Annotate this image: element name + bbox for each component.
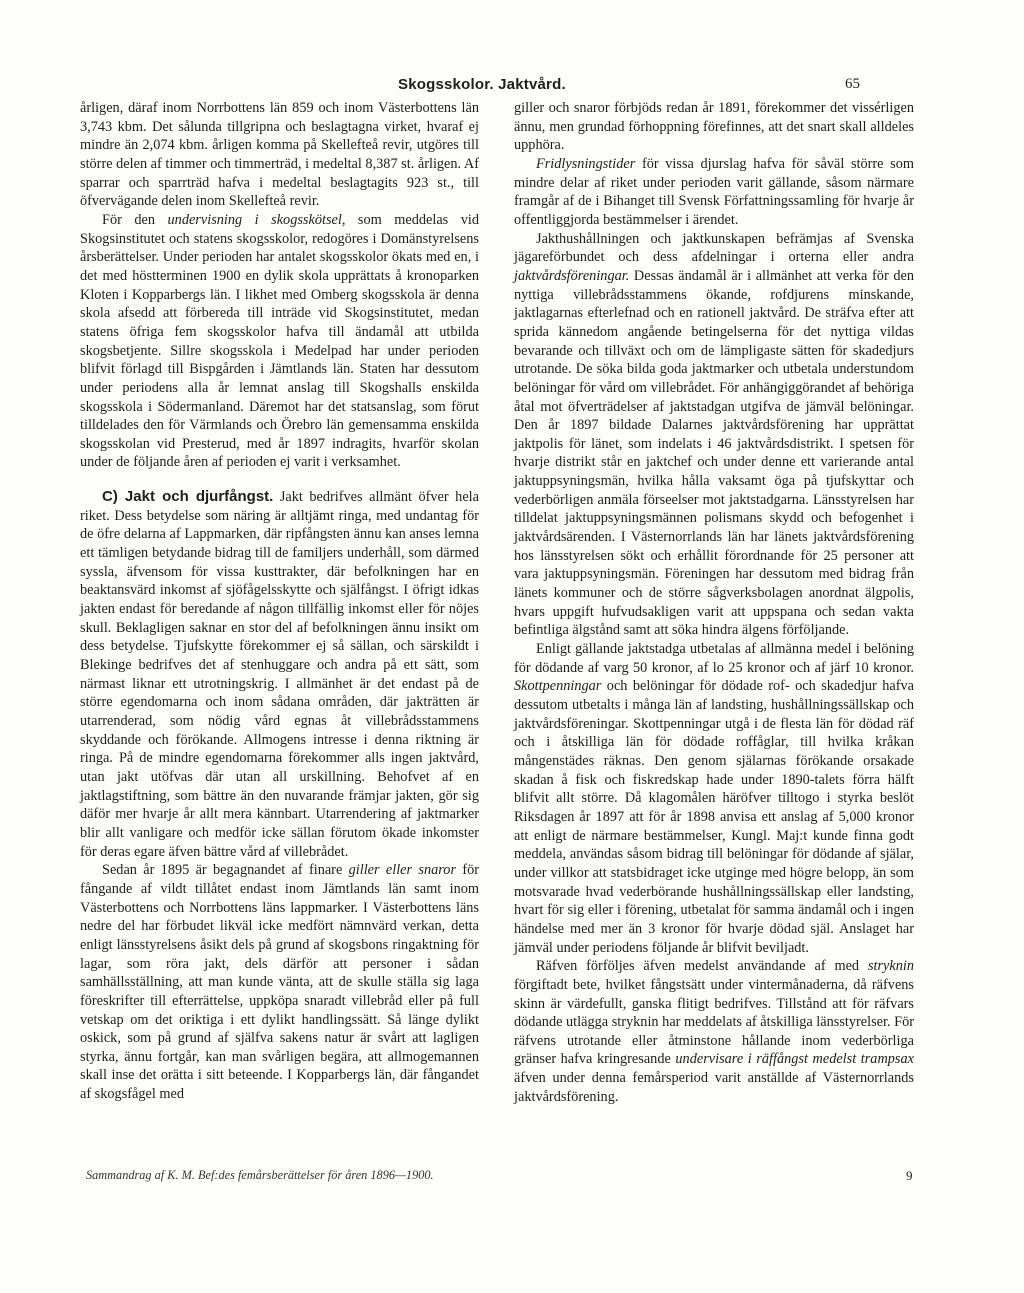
section-c-paragraph: C) Jakt och djurfångst. Jakt bedrifves allmänt öfver hela riket. Dess betydelse som näring är alltjämt ringa, med undantag för de öfre delarna af Lappmarken, där ripfångsten ännu kan anses lemna ett tämligen betydande bidrag till de familjers underhåll, som därmed syssla, äfvensom för vissa kusttrakter, där befolkningen har en beaktansvärd inkomst af sjöfågelsskytte och själfångst. I öfrigt idkas jakten endast för beredande af någon tillfällig inkomst eller för nöjes skull. Beklagligen saknar en stor del af befolkningen ännu insikt om dess betydelse. Tjufskytte förekommer ej så sällan, och särskildt i Blekinge bedrifves det af stenhuggare och andra på ett sätt, som närmast liknar ett utrotningskrig. I allmänhet är det endast på de större egendomarna och inom sådana områden, där jakträtten är utarrenderad, som nödig vård egnas åt villebrådsstammens skyddande och förökande. Allmogens intresse i denna riktning är ringa. På de mindre egendomarna förekommer alls ingen jaktvård, utan jakt utöfvas där utan all urskillning. Behofvet af en jaktlagstiftning, som bättre än den nuvarande främjar jakten, gör sig däför mer hvarje år allt mera kännbart. Utarrendering af jaktmarker blir allt vanligare och medför icke sällan förutom ökade inkomster för deras egare äfven bättre vård af villebrådet. (80, 488, 479, 860)
section-heading: C) Jakt och djurfångst. (102, 488, 274, 506)
left-column (80, 99, 479, 1104)
paragraph: årligen, däraf inom Norrbottens län 859 och inom Västerbottens län 3,743 kbm. Det sålunda tillgripna och beslagtagna virket, hvaraf ej mindre än 2,074 kbm. årligen komma på Skellefteå revir, utgöres till större delen af timmer och timmerträd, i medeltal 8,387 st. årligen. Af sparrar och sparrträd hafva i medeltal beslagtagits 923 st., till öfvervägande delen inom Skellefteå revir. (80, 100, 480, 210)
page-number: 65 (845, 76, 860, 92)
paragraph: För den undervisning i skogsskötsel, som meddelas vid Skogsinstitutet och statens skogsskolor, redogöres i Domänstyrelsens årsberättelser. Under perioden har antalet skogsskolor ökats med en, i det med höstterminen 1900 en dylik skola upprättats å kronoparken Kloten i Kopparbergs län. I likhet med Omberg skogsskola är denna skola afsedd att förbereda till inträde vid Skogsinstitutet, medan statens öfriga fem skogsskolor hafva till ändamål att utbilda skogsbetjente. Sillre skogsskola i Medelpad har under perioden blifvit förlagd till Bispgården i Jämtlands län. Staten har dessutom under periodens alla år lemnat anslag till Skogshalls enskilda skogsskola i Södermanland. Däremot har det statsanslag, som förut tilldelades den för Värmlands och Örebro län gemensamma enskilda skogsskolan vid Presterud, med år 1897 indragits, hvarför skolan under de följande åren af perioden ej varit i verksamhet. (80, 211, 480, 471)
paragraph: Enligt gällande jaktstadga utbetalas af allmänna medel i belöning för dödande af varg 50 kronor, af lo 25 kronor och af järf 10 kronor. Skottpenningar och belöningar för dödade rof- och skadedjur hafva dessutom utbetalts i många län af landsting, hushållningssällskap och jaktvårdsföreningar. Skottpenningar utgå i de flesta län för dödad räf och i åtskilliga län för dödade roffåglar, till hvilka kråkan mångenstädes räknas. Den genom själarnas förökande orsakade skadan å fisk och fiskredskap hade under 1890-talets förra hälft blifvit allt större. Då klagomålen häröfver tilltogo i styrka beslöt Riksdagen år 1897 att för år 1898 anvisa ett anslag af 5,000 kronor att enligt de närmare bestämmelser, Kungl. Maj:t kunde finna godt meddela, användas såsom bidrag till belöningar för dödande af själar, under villkor att statsbidraget icke utginge med högre belopp, än som motsvarade hvad vederbörande hushållningssällskap eller landsting, hvart för sig eller i förening, utbetalat för samma ändamål och i ingen händelse med mer än 3 kronor för hvarje dödad själ. Anslaget har jämväl under periodens följande år blifvit beviljadt. (514, 641, 914, 956)
paragraph: Räfven förföljes äfven medelst användande af med stryknin förgiftadt bete, hvilket fångstsätt under vintermånaderna, då räfvens skinn är värdefullt, ganska flitigt bedrifves. Tillstånd att för räfvars dödande utlägga stryknin har meddelats af åtskilliga länsstyrelser. För räfvens utrotande eller åtminstone hållande inom vederbörliga gränser hafva kringresande undervisare i räffångst medelst trampsax äfven under denna femårsperiod varit anställde af Västernorrlands jaktvårdsförening. (514, 958, 914, 1105)
running-header (0, 76, 1024, 96)
paragraph: Fridlysningstider för vissa djurslag hafva för såväl större som mindre delar af riket under perioden varit gällande, såsom närmare framgår af de i Bihanget till Svensk Författningssamling för hvarje år offentliggjorda bestämmelser i ärendet. (514, 155, 914, 228)
paragraph: Jakthushållningen och jaktkunskapen befrämjas af Svenska jägareförbundet och dess afdelningar i orterna eller andra jaktvårdsföreningar. Dessas ändamål är i allmänhet att verka för den nyttiga villebrådsstammens ökande, rofdjurens minskande, jaktlagarnas efterlefnad och en rationell jaktvård. De sträfva efter att sprida kännedom angående betingelserna för det nyttiga vildas bevarande och tillväxt och om de lämpligaste sätten för skadedjurs utrotande. De söka bilda goda jaktmarker och utbetala understundom belöningar för vård om villebrådet. För anhängiggörandet af behöriga åtal mot öfverträdelser af jaktstadgan utgifva de jämväl belöningar. Den år 1897 bildade Dalarnes jaktvårdsförening har upprättat jaktpolis för länet, som indelats i 46 jaktvårdsdistrikt. I spetsen för hvarje distrikt står en jaktchef och under denne ett varierande antal jaktuppsyningsmän, hvilka hålla vaksamt öga på tjufskyttar och vederbörligen anmäla förseelser mot jaktstadgarna. Länsstyrelsen har tilldelat jaktuppsyningsmännen polismans skydd och befogenhet i jaktvårdsärenden. I Västernorrlands län har länets jaktvårdsförening hos länsstyrelsen sökt och erhållit förordnande för 25 personer att vara jaktuppsyningsmän. Föreningen har dessutom med bidrag från länets kommuner och de större sågverksbolagen anordnat älgpolis, hvars uppgift hufvudsakligen varit att uppspana och sedan vakta befintliga älgstånd samt att söka hindra älgens förföljande. (514, 230, 914, 639)
paragraph: giller och snaror förbjöds redan år 1891, förekommer det vissérligen ännu, men grundad förhoppning förefinnes, att det snart skall alldeles upphöra. (514, 100, 914, 154)
right-column (514, 99, 914, 1106)
signature-mark: 9 (906, 1168, 913, 1183)
footer-source-note: Sammandrag af K. M. Bef:des femårsberättelser för åren 1896—1900. (86, 1168, 434, 1182)
running-title: Skogsskolor. Jaktvård. (398, 76, 566, 93)
paragraph: Sedan år 1895 är begagnandet af finare giller eller snaror för fångande af vildt tillåtet endast inom Jämtlands län samt inom Västerbottens och Norrbottens läns lappmarker. I Västerbottens läns nedre del har förbudet likväl icke medfört nämnvärd verkan, detta enligt länsstyrelsens åsikt dels på grund af skogsbons ringaktning för lagar, som röra jakt, dels därför att personer i sådan samhällsställning, att man kunde vänta, att de skulle ställa sig laga föreskrifter till efterrättelse, uppköpa snaradt villebråd eller på full vetskap om det oriktiga i ett dylikt handlingssätt. Så länge dylikt oskick, som på grund af själfva sakens natur är svårt att lagligen styrka, ännu fortgår, kan man svårligen begära, att allmogemannen skall inse det orätta i sitt beteende. I Kopparbergs län, där fångandet af skogsfågel med (80, 862, 479, 1103)
